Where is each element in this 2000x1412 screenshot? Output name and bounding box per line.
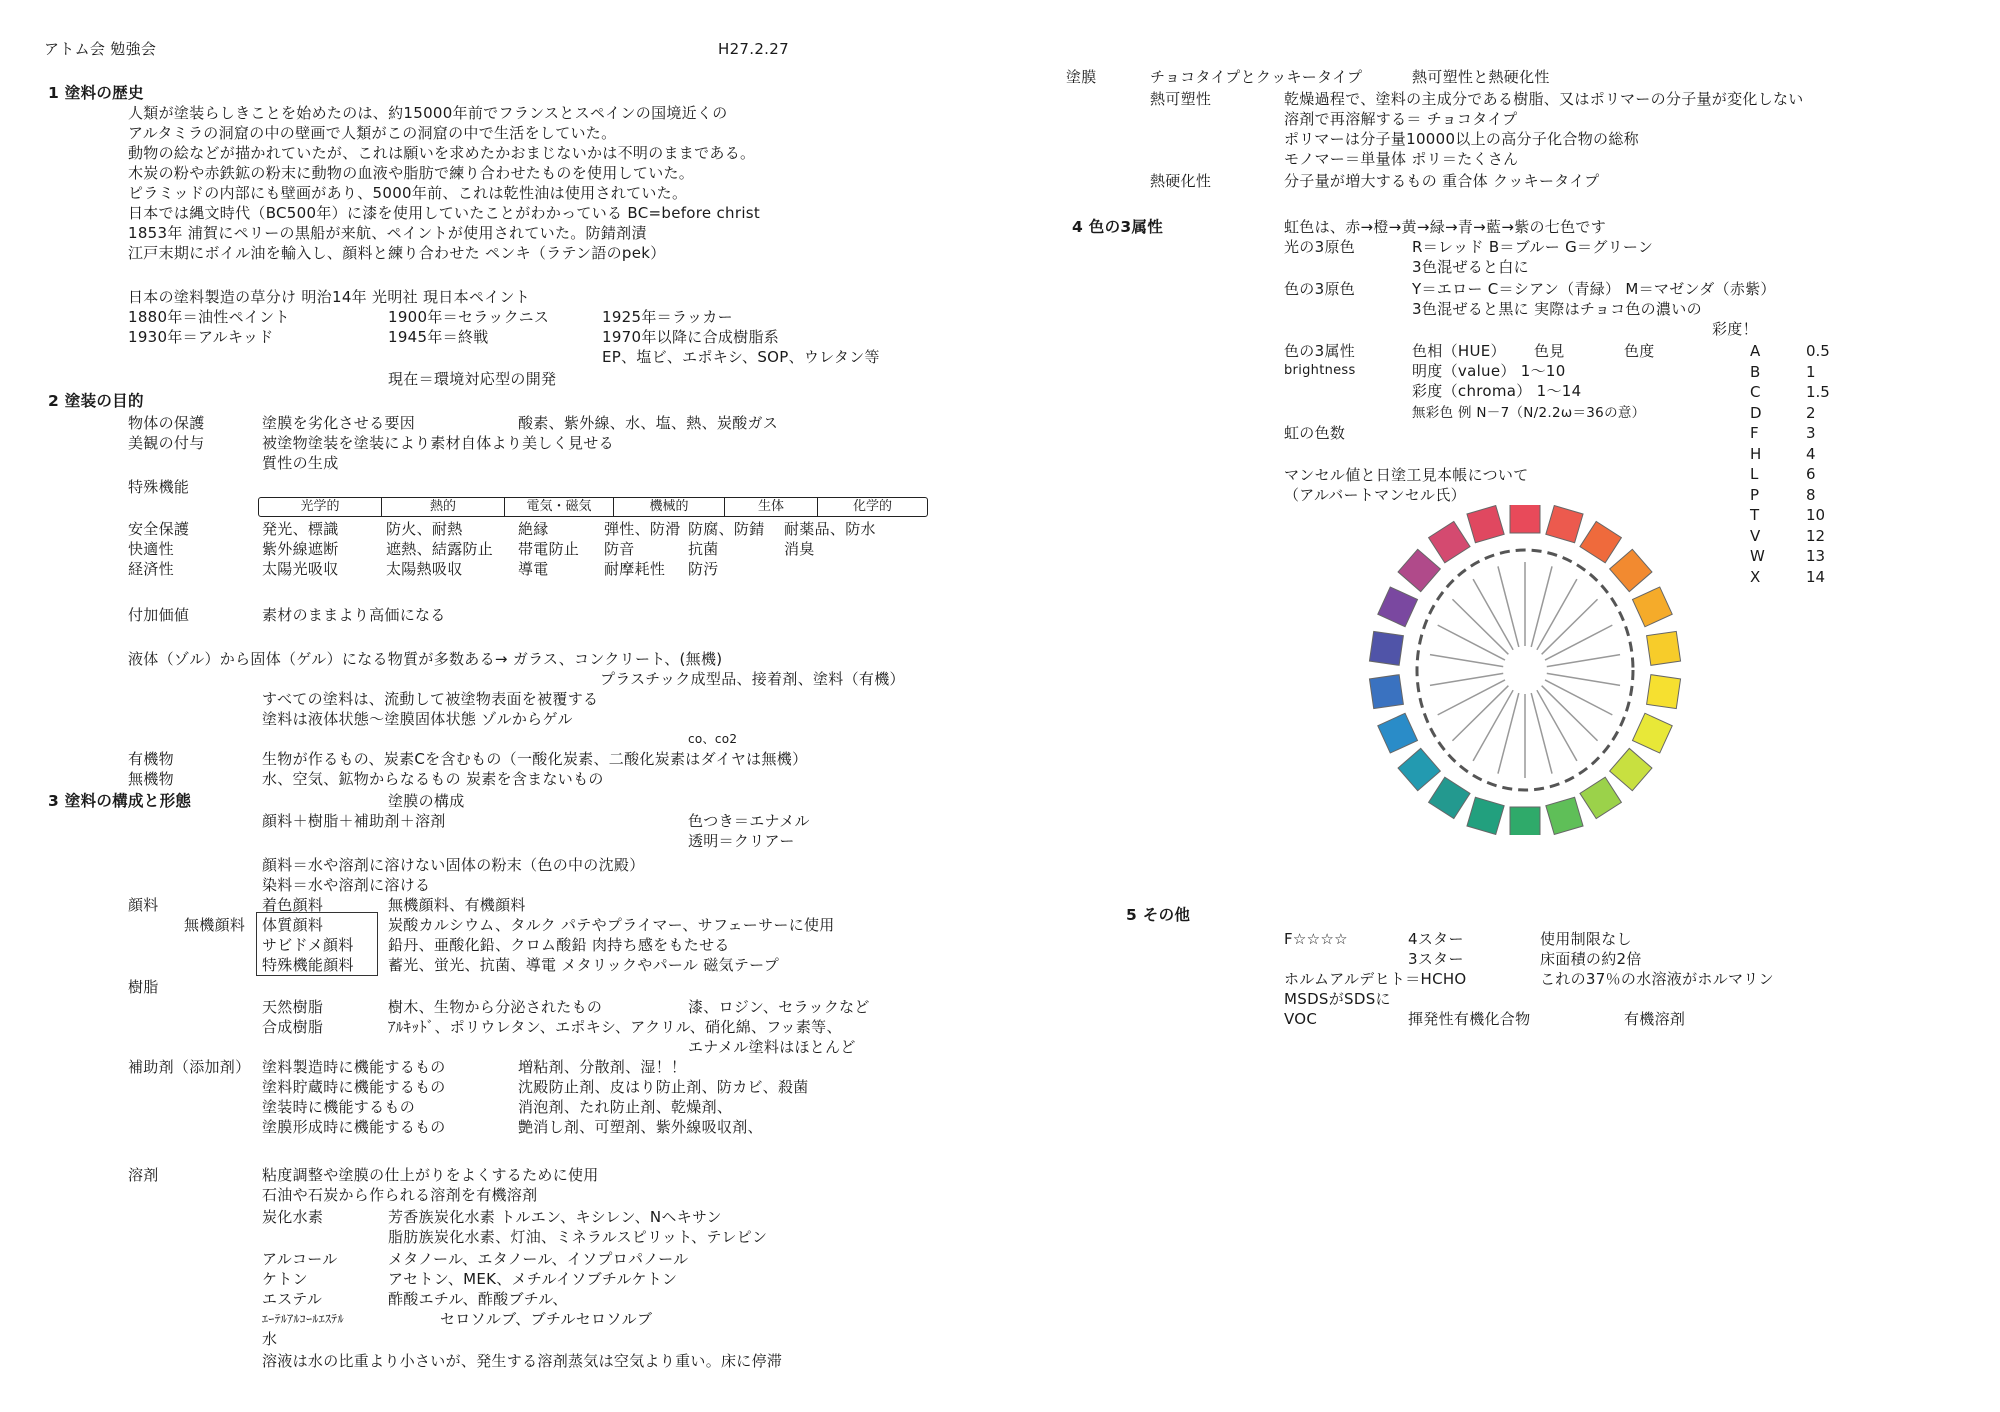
rainbow-line: 虹色は、赤→橙→黄→緑→青→藍→紫の七色です [1284, 218, 1607, 236]
year-1900: 1900年＝セラックニス [388, 308, 550, 326]
wheel-swatch [1369, 675, 1403, 709]
resin-types: EP、塩ビ、エポキシ、SOP、ウレタン等 [602, 348, 880, 366]
history-line: ピラミッドの内部にも壁画があり、5000年前、これは乾性油は使用されていた。 [128, 184, 688, 202]
scale-letter: H [1750, 444, 1762, 463]
protect-text: 塗膜を劣化させる要因 [262, 414, 416, 432]
additive-when: 塗装時に機能するもの [262, 1098, 416, 1116]
scale-letter: X [1750, 567, 1761, 586]
history-line: 江戸末期にボイル油を輸入し、顔料と練り合わせた ペンキ（ラテン語のpek） [128, 244, 666, 262]
solvent-type: アルコール [262, 1250, 338, 1268]
inorganic-pigment-label: 無機顔料 [184, 916, 246, 934]
solvent-line: 石油や石炭から作られる溶剤を有機溶剤 [262, 1186, 538, 1204]
table-cell: 遮熱、結露防止 [386, 540, 494, 558]
scale-value: 1 [1806, 362, 1816, 381]
pigment-type: サビドメ顔料 [262, 936, 354, 954]
solvent-desc: アセトン、MEK、メチルイソブチルケトン [388, 1270, 678, 1288]
history-line: アルタミラの洞窟の中の壁画で人類がこの洞窟の中で生活をしていた。 [128, 124, 617, 142]
composition-title: 塗膜の構成 [388, 792, 465, 810]
achromatic-text: 無彩色 例 N－7（N/2.2ω＝36の意） [1412, 405, 1646, 421]
solvent-type: エステル [262, 1290, 323, 1308]
scale-letter: C [1750, 383, 1761, 401]
scale-letter: P [1750, 485, 1760, 504]
wheel-swatch [1510, 505, 1540, 533]
light-primaries-label: 光の3原色 [1284, 238, 1356, 256]
thermoplastic-line: モノマー＝単量体 ポリ＝たくさん [1284, 150, 1519, 168]
other-c: 有機溶剤 [1624, 1010, 1686, 1028]
dye-definition: 染料＝水や溶剤に溶ける [262, 876, 431, 894]
other-c: これの37％の水溶液がホルマリン [1540, 970, 1774, 988]
wheel-swatch [1378, 587, 1418, 627]
sol-gel-line: すべての塗料は、流動して被塗物表面を被覆する [262, 690, 599, 708]
color-attributes-label: 色の3属性 [1284, 342, 1356, 360]
table-cell: 防汚 [688, 560, 719, 578]
year-1945: 1945年＝終戦 [388, 328, 489, 346]
other-c: 使用制限なし [1540, 930, 1632, 948]
table-cell: 弾性、防滑 [604, 520, 681, 538]
chroma-text: 彩度（chroma） 1～14 [1412, 382, 1582, 400]
solvent-type: ケトン [262, 1270, 308, 1288]
wheel-spoke [1547, 673, 1620, 685]
value-text: 明度（value） 1～10 [1412, 362, 1566, 380]
wheel-swatch [1546, 797, 1583, 834]
additive-when: 塗料製造時に機能するもの [262, 1058, 446, 1076]
wheel-swatch [1398, 549, 1440, 591]
pigment-label: 顔料 [128, 896, 159, 914]
wheel-swatch [1378, 713, 1418, 753]
table-cell: 太陽光吸収 [262, 560, 339, 578]
wheel-swatch [1580, 777, 1621, 818]
beauty-text-2: 質性の生成 [262, 454, 339, 472]
wheel-swatch [1429, 521, 1470, 562]
brightness-label: brightness [1284, 363, 1356, 378]
wheel-spoke [1545, 680, 1612, 715]
added-value-label: 付加価値 [128, 606, 190, 624]
natural-resin-label: 天然樹脂 [262, 998, 324, 1016]
paint-types: チョコタイプとクッキータイプ [1150, 68, 1363, 86]
table-cell: 帯電防止 [518, 540, 580, 558]
protect-factors: 酸素、紫外線、水、塩、熱、炭酸ガス [518, 414, 779, 432]
table-cell: 導電 [518, 560, 549, 578]
pigment-definition: 顔料＝水や溶剤に溶けない固体の粉末（色の中の沈殿） [262, 856, 645, 874]
function-table-header [258, 497, 928, 517]
co-note: co、co2 [688, 732, 738, 746]
scale-value: 6 [1806, 465, 1816, 483]
year-1930: 1930年＝アルキッド [128, 328, 274, 346]
history-line: 人類が塗装らしきことを始めたのは、約15000年前でフランスとスペインの国境近くの [128, 104, 728, 122]
wheel-spoke [1531, 566, 1552, 647]
table-cell: 発光、標識 [262, 520, 339, 538]
additive-when: 塗膜形成時に機能するもの [262, 1118, 446, 1136]
wheel-spoke [1438, 625, 1505, 660]
table-header: 光学的 [300, 499, 340, 514]
table-row-label: 経済性 [128, 560, 174, 578]
table-cell: 防音 [604, 540, 635, 558]
scale-letter: L [1750, 465, 1759, 483]
other-c: 床面積の約2倍 [1540, 950, 1642, 968]
munsell-line: （アルバートマンセル氏） [1284, 486, 1466, 504]
light-primaries: R＝レッド B＝ブルー G＝グリーン [1412, 238, 1654, 256]
scale-letter: D [1750, 403, 1762, 422]
synthetic-resin-text: ｱﾙｷｯﾄﾞ、ポリウレタン、エポキシ、アクリル、硝化綿、フッ素等、 [388, 1018, 842, 1036]
wheel-spoke [1498, 566, 1519, 647]
solvent-label: 溶剤 [128, 1166, 159, 1184]
year-1880: 1880年＝油性ペイント [128, 308, 290, 326]
table-row-label: 安全保護 [128, 520, 190, 538]
solvent-desc: 脂肪族炭化水素、灯油、ミネラルスピリット、テレピン [388, 1228, 768, 1246]
hue-label: 色相（HUE） [1412, 342, 1506, 360]
enamel-note: 色つき＝エナメル [688, 812, 810, 830]
added-value-text: 素材のままより高価になる [262, 606, 446, 624]
section-4-heading: 4 色の3属性 [1072, 218, 1164, 236]
scale-value: 13 [1806, 547, 1826, 565]
scale-letter: V [1750, 526, 1761, 545]
wheel-swatch [1610, 549, 1652, 591]
paint-film-label: 塗膜 [1066, 68, 1097, 86]
table-header: 電気・磁気 [526, 499, 592, 514]
function-label: 特殊機能 [128, 478, 190, 496]
table-cell: 消臭 [784, 540, 815, 558]
scale-letter: A [1750, 342, 1761, 360]
wheel-swatch [1632, 713, 1672, 753]
solvent-type: ｴｰﾃﾙｱﾙｺｰﾙｴｽﾃﾙ [262, 1312, 344, 1326]
other-a: F☆☆☆☆ [1284, 930, 1348, 948]
scale-value: 12 [1806, 526, 1826, 545]
other-a: ホルムアルデヒト＝HCHO [1284, 970, 1467, 988]
doc-title: アトム会 勉強会 [44, 40, 157, 58]
history-line: 日本では縄文時代（BC500年）に漆を使用していたことがわかっている BC=before christ [128, 204, 761, 222]
wheel-spoke [1430, 655, 1503, 667]
scale-value: 3 [1806, 424, 1816, 442]
wheel-swatch [1546, 506, 1583, 543]
pigment-type: 着色顔料 [262, 896, 324, 914]
color-primaries: Y＝エロー C＝シアン（青緑） M＝マゼンダ（赤紫） [1412, 280, 1776, 298]
paint-types-2: 熱可塑性と熱硬化性 [1412, 68, 1550, 86]
scale-letter: B [1750, 362, 1761, 381]
table-cell: 太陽熱吸収 [386, 560, 463, 578]
wheel-swatch [1632, 587, 1672, 627]
wheel-spoke [1545, 625, 1612, 660]
thermoset-label: 熱硬化性 [1150, 172, 1212, 190]
year-1970: 1970年以降に合成樹脂系 [602, 328, 780, 346]
scale-letter: W [1750, 547, 1765, 565]
additive-what: 沈殿防止剤、皮はり防止剤、防カビ、殺菌 [518, 1078, 809, 1096]
table-cell: 防腐、防錆 [688, 520, 765, 538]
hue-appearance: 色見 [1534, 342, 1565, 360]
pigment-desc: 鉛丹、亜酸化鉛、クロム酸鉛 肉持ち感をもたせる [388, 936, 730, 954]
scale-value: 1.5 [1806, 383, 1830, 401]
other-b: 3スター [1408, 950, 1464, 968]
other-b: 4スター [1408, 930, 1464, 948]
doc-date: H27.2.27 [718, 40, 789, 58]
solvent-type: 水 [262, 1330, 278, 1348]
table-row-label: 快適性 [128, 540, 174, 558]
scale-value: 14 [1806, 567, 1826, 586]
table-header: 熱的 [429, 499, 456, 514]
thermoplastic-line: 溶剤で再溶解する＝ チョコタイプ [1284, 110, 1518, 128]
resin-label: 樹脂 [128, 978, 159, 996]
additive-label: 補助剤（添加剤） [128, 1058, 251, 1076]
wheel-swatch [1510, 807, 1540, 835]
section-3-heading: 3 塗料の構成と形態 [48, 792, 192, 810]
thermoset-text: 分子量が増大するもの 重合体 クッキータイプ [1284, 172, 1600, 190]
wheel-swatch [1647, 675, 1681, 709]
solvent-desc: セロソルブ、ブチルセロソルブ [440, 1310, 653, 1328]
table-cell: 紫外線遮断 [262, 540, 339, 558]
wheel-swatch [1429, 777, 1470, 818]
table-cell: 絶縁 [518, 520, 549, 538]
solvent-desc: 芳香族炭化水素 トルエン、キシレン、Nヘキサン [388, 1208, 722, 1226]
history-line: 動物の絵などが描かれていたが、これは願いを求めたかおまじないかは不明のままである。 [128, 144, 756, 162]
scale-letter: F [1750, 424, 1759, 442]
composition-formula: 顔料＋樹脂＋補助剤＋溶剤 [262, 812, 446, 830]
history-line: 1853年 浦賀にペリーの黒船が来航、ペイントが使用されていた。防錆剤漬 [128, 224, 647, 242]
wheel-spoke [1498, 693, 1519, 774]
sol-gel-line: 塗料は液体状態～塗膜固体状態 ゾルからゲル [262, 710, 573, 728]
wheel-swatch [1580, 521, 1621, 562]
hue-degree: 色度 [1624, 342, 1655, 360]
inorganic-label: 無機物 [128, 770, 174, 788]
beauty-text: 被塗物塗装を塗装により素材自体より美しく見せる [262, 434, 614, 452]
table-cell: 耐薬品、防水 [784, 520, 876, 538]
wheel-spoke [1547, 655, 1620, 667]
wheel-swatch [1467, 506, 1504, 543]
thermoplastic-line: ポリマーは分子量10000以上の高分子化合物の総称 [1284, 130, 1639, 148]
table-cell: 防火、耐熱 [386, 520, 463, 538]
solvent-line: 粘度調整や塗膜の仕上がりをよくするために使用 [262, 1166, 599, 1184]
japan-history: 日本の塗料製造の草分け 明治14年 光明社 現日本ペイント [128, 288, 531, 306]
synthetic-resin-label: 合成樹脂 [262, 1018, 324, 1036]
section-5-heading: 5 その他 [1126, 906, 1191, 924]
pigment-type: 体質顔料 [262, 916, 324, 934]
wheel-swatch [1610, 748, 1652, 790]
other-a: VOC [1284, 1010, 1318, 1028]
table-cell: 抗菌 [688, 540, 719, 558]
munsell-line: マンセル値と日塗工見本帳について [1284, 466, 1529, 484]
natural-resin-text: 樹木、生物から分泌されたもの [388, 998, 603, 1016]
pigment-type: 特殊機能顔料 [262, 956, 354, 974]
natural-resin-examples: 漆、ロジン、セラックなど [688, 998, 870, 1016]
wheel-spoke [1531, 693, 1552, 774]
solvent-note: 溶液は水の比重より小さいが、発生する溶剤蒸気は空気より重い。床に停滞 [262, 1352, 783, 1370]
light-primaries-note: 3色混ぜると白に [1412, 258, 1529, 276]
scale-letter: T [1750, 506, 1760, 524]
section-2-heading: 2 塗装の目的 [48, 392, 144, 410]
wheel-spoke [1430, 673, 1503, 685]
wheel-swatch [1647, 631, 1681, 665]
organic-text: 生物が作るもの、炭素Cを含むもの（一酸化炭素、二酸化炭素はダイヤは無機） [262, 750, 808, 768]
wheel-swatch [1467, 797, 1504, 834]
other-a: MSDSがSDSに [1284, 990, 1391, 1008]
scale-value: 8 [1806, 485, 1816, 504]
protect-label: 物体の保護 [128, 414, 205, 432]
table-header: 生体 [757, 499, 784, 514]
table-cell: 耐摩耗性 [604, 560, 666, 578]
section-1-heading: 1 塗料の歴史 [48, 84, 144, 102]
scale-value: 0.5 [1806, 342, 1830, 360]
pigment-desc: 炭酸カルシウム、タルク パテやプライマー、サフェーサーに使用 [388, 916, 835, 934]
inorganic-text: 水、空気、鉱物からなるもの 炭素を含まないもの [262, 770, 604, 788]
year-1925: 1925年＝ラッカー [602, 308, 733, 326]
table-header: 機械的 [649, 499, 689, 514]
clear-note: 透明＝クリアー [688, 832, 795, 850]
solvent-type: 炭化水素 [262, 1208, 324, 1226]
wheel-spoke [1438, 680, 1505, 715]
beauty-label: 美観の付与 [128, 434, 205, 452]
pigment-desc: 無機顔料、有機顔料 [388, 896, 526, 914]
table-header: 化学的 [852, 499, 892, 514]
other-b: 揮発性有機化合物 [1408, 1010, 1531, 1028]
additive-when: 塗料貯蔵時に機能するもの [262, 1078, 446, 1096]
wheel-swatch [1398, 748, 1440, 790]
solvent-desc: 酢酸エチル、酢酸ブチル、 [388, 1290, 568, 1308]
wheel-swatch [1369, 631, 1403, 665]
history-line: 木炭の粉や赤鉄鉱の粉末に動物の血液や脂肪で練り合わせたものを使用していた。 [128, 164, 695, 182]
scale-value: 10 [1806, 506, 1826, 524]
color-primaries-label: 色の3原色 [1284, 280, 1356, 298]
additive-what: 艶消し剤、可塑剤、紫外線吸収剤、 [518, 1118, 763, 1136]
sol-gel-line: 液体（ゾル）から固体（ゲル）になる物質が多数ある→ ガラス、コンクリート、(無機) [128, 650, 723, 668]
additive-what: 増粘剤、分散剤、湿！！ [518, 1058, 687, 1076]
munsell-color-wheel [1360, 505, 1690, 835]
sol-gel-line: プラスチック成型品、接着剤、塗料（有機） [600, 670, 905, 688]
pigment-desc: 蓄光、蛍光、抗菌、導電 メタリックやパール 磁気テープ [388, 956, 779, 974]
synthetic-note: エナメル塗料はほとんど [688, 1038, 856, 1056]
rainbow-colors-label: 虹の色数 [1284, 424, 1346, 442]
scale-value: 4 [1806, 444, 1816, 463]
saturation-label: 彩度！ [1712, 320, 1758, 338]
scale-value: 2 [1806, 403, 1816, 422]
organic-label: 有機物 [128, 750, 174, 768]
solvent-desc: メタノール、エタノール、イソプロパノール [388, 1250, 689, 1268]
additive-what: 消泡剤、たれ防止剤、乾燥剤、 [518, 1098, 733, 1116]
thermoplastic-label: 熱可塑性 [1150, 90, 1212, 108]
thermoplastic-line: 乾燥過程で、塗料の主成分である樹脂、又はポリマーの分子量が変化しない [1284, 90, 1804, 108]
current-era: 現在＝環境対応型の開発 [388, 370, 557, 388]
color-primaries-note: 3色混ぜると黒に 実際はチョコ色の濃いの [1412, 300, 1702, 318]
